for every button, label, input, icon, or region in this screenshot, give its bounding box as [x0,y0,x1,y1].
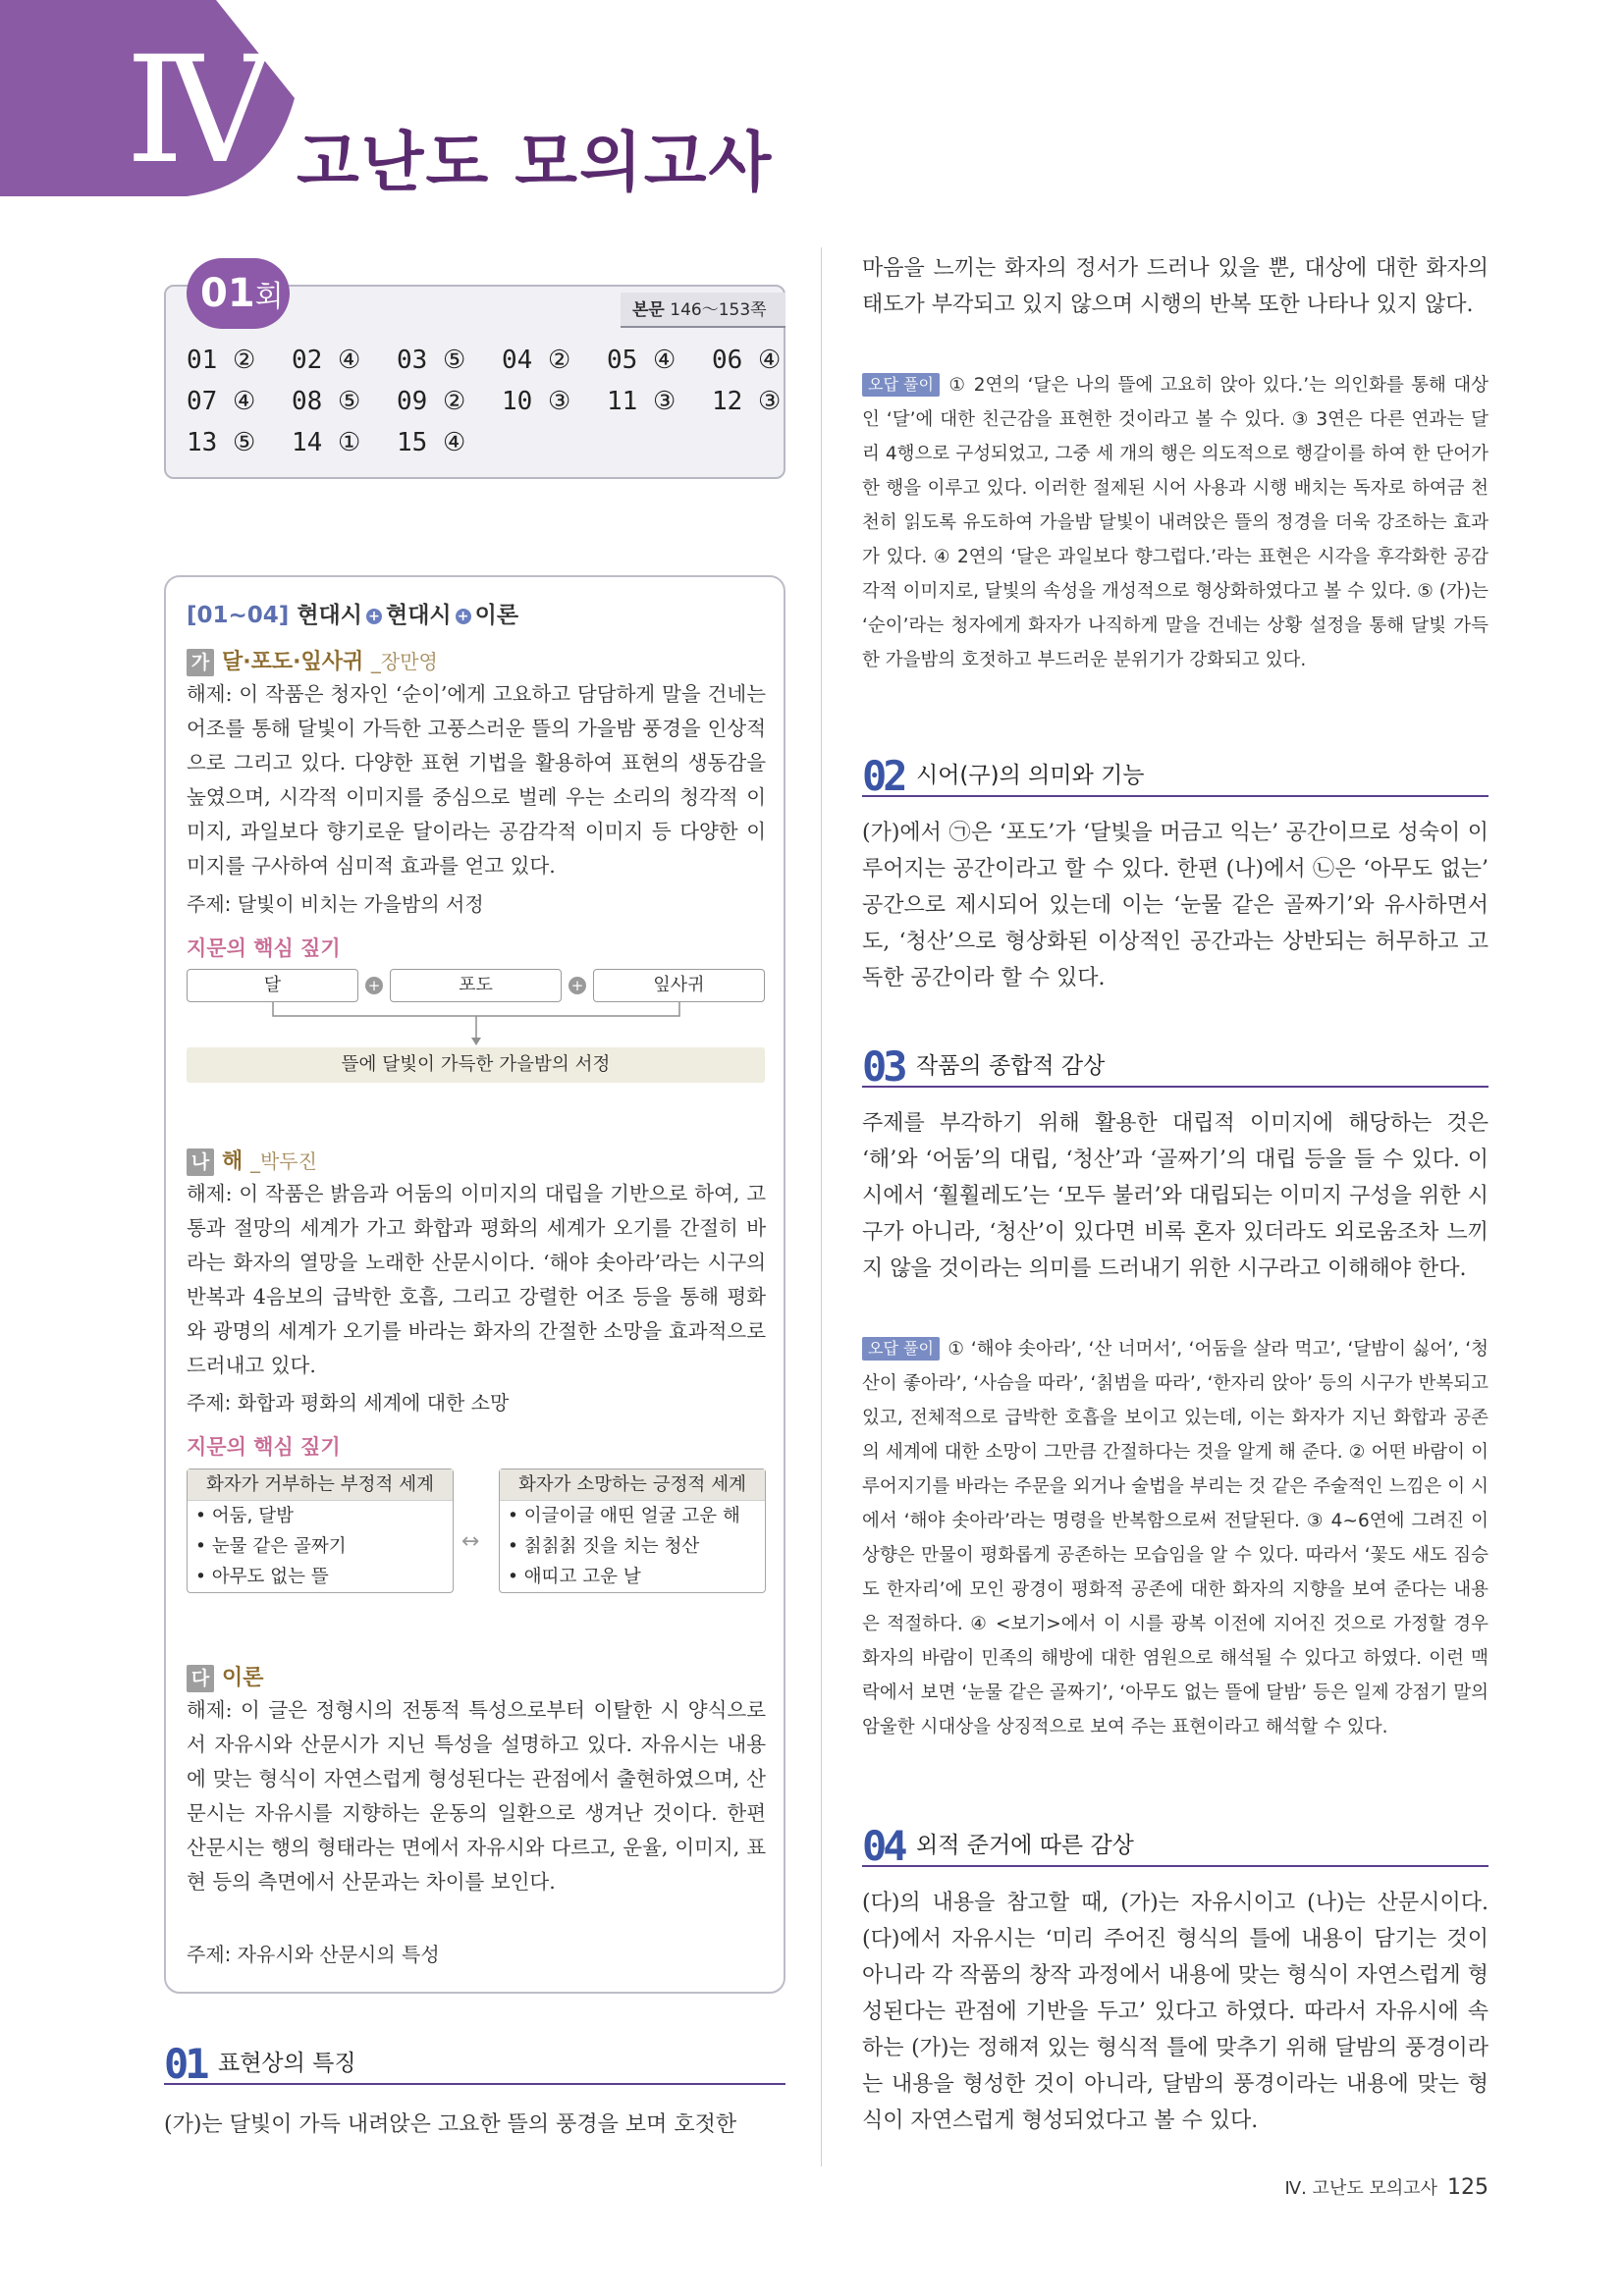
passage-na-heading: 나 해 _박두진 [187,1145,317,1176]
answer-item: 15 ④ [397,428,466,457]
answer-item: 02 ④ [292,346,361,375]
section-03-header: 03 작품의 종합적 감상 [862,1037,1489,1088]
negative-world-table [187,1468,454,1593]
plus-icon: + [568,977,586,994]
key-point-label: 지문의 핵심 짚기 [187,1435,341,1459]
answer-item: 09 ② [397,387,466,416]
table-item: • 이글이글 애띤 얼굴 고운 해 [508,1506,740,1526]
negative-world-head: 화자가 거부하는 부정적 세계 [188,1469,453,1501]
chapter-title: 고난도 모의고사 [297,125,774,200]
plus-icon: + [456,609,471,624]
wrong-answer-tag: 오답 풀이 [862,1337,940,1361]
wrong-answer-explanation-03: 오답 풀이 ① ‘해야 솟아라’, ‘산 너머서’, ‘어둠을 살라 먹고’, ‘달밤이 싫어’, ‘청산이 좋아라’, ‘사슴을 따라’, ‘칡범을 따라’, ‘한자리 앉아’ 등의 시구가 반복되고 있고, 전체적으로 급박한 호흡을 보이고 있는데, 이는 화자가 지닌 화합과 공존의 세계에 대한 소망이 그만큼 간절하다는 것을 알게 해 준다. ② 어떤 바람이 이루어지기를 바라는 주문을 외거나 술법을 부리는 것 같은 주술적인 느낌은 이 시에서 ‘해야 솟아라’라는 명령을 반복함으로써 전달된다. ③ 4~6연에 그려진 이상향은 만물이 평화롭게 공존하는 모습임을 알 수 있다. 따라서 ‘꽃도 새도 짐승도 한자리’에 모인 광경이 평화적 공존에 대한 화자의 지향을 보여 준다는 내용은 적절하다. ④ <보기>에서 이 시를 광복 이전에 지어진 것으로 가정할 경우 화자의 바람이 민족의 해방에 대한 염원으로 해석될 수 있다고 하였다. 이런 맥락에서 보면 ‘눈물 같은 골짜기’, ‘아무도 없는 뜰에 달밤’ 등은 일제 강점기 말의 암울한 시대상을 상징적으로 보여 주는 표현이라고 해석할 수 있다. [862,1339,1489,1737]
flow-box-grape: 포도 [390,969,562,1002]
answer-item: 14 ① [292,428,361,457]
passage-na-commentary: 해제: 이 작품은 밝음과 어둠의 이미지의 대립을 기반으로 하여, 고통과 절망의 세계가 가고 화합과 평화의 세계가 오기를 간절히 바라는 화자의 열망을 노래한 산문시이다. ‘해야 솟아라’라는 시구의 반복과 4음보의 급박한 호흡, 그리고 강렬한 어조 등을 통해 평화와 광명의 세계가 오기를 바라는 화자의 간절한 소망을 효과적으로 드러내고 있다. [187,1182,766,1377]
section-01-header: 01 표현상의 특징 [164,2034,785,2085]
answer-item: 01 ② [187,346,256,375]
page-number: 125 [1447,2175,1489,2200]
answer-item: 12 ③ [712,387,782,416]
passage-ga-heading: 가 달·포도·잎사귀 _장만영 [187,645,438,676]
section-03-text: 주제를 부각하기 위해 활용한 대립적 이미지에 해당하는 것은 ‘해’와 ‘어둠’의 대립, ‘청산’과 ‘골짜기’의 대립 등을 들 수 있다. 이 시에서 ‘훨훨레도’는 ‘모두 불러’와 대립되는 이미지 구성을 위한 시구가 아니라, ‘청산’이 있다면 비록 혼자 있더라도 외로움조차 느끼지 않을 것이라는 의미를 드러내기 위한 시구라고 이해해야 한다. [862,1111,1489,1281]
positive-world-head: 화자가 소망하는 긍정적 세계 [500,1469,765,1501]
section-01-continued: 마음을 느끼는 화자의 정서가 드러나 있을 뿐, 대상에 대한 화자의 태도가 부각되고 있지 않으며 시행의 반복 또한 나타나 있지 않다. [862,256,1489,317]
wrong-answer-explanation-01: 오답 풀이 ① 2연의 ‘달은 나의 뜰에 고요히 앉아 있다.’는 의인화를 통해 대상인 ‘달’에 대한 친근감을 표현한 것이라고 볼 수 있다. ③ 3연은 다른 연과는 달리 4행으로 구성되었고, 그중 세 개의 행은 의도적으로 행갈이를 하여 한 단어가 한 행을 이루고 있다. 이러한 절제된 시어 사용과 시행 배치는 독자로 하여금 천천히 읽도록 유도하여 가을밤 달빛이 내려앉은 뜰의 정경을 더욱 강조하는 효과가 있다. ④ 2연의 ‘달은 과일보다 향그럽다.’라는 표현은 시각을 후각화한 공감각적 이미지로, 달빛의 속성을 개성적으로 형상화하였다고 볼 수 있다. ⑤ (가)는 ‘순이’라는 청자에게 화자가 나직하게 말을 건네는 상황 설정을 통해 달빛 가득한 가을밤의 호젓하고 부드러운 분위기가 강화되고 있다. [862,375,1489,670]
answer-item: 06 ④ [712,346,782,375]
section-04-text: (다)의 내용을 참고할 때, (가)는 자유시이고 (나)는 산문시이다. (다)에서 자유시는 ‘미리 주어진 형식의 틀에 내용이 담기는 것이 아니라 각 작품의 창작 과정에서 내용에 맞는 형식이 자연스럽게 형성된다는 관점에 기반을 두고’ 있다고 하였다. 따라서 자유시에 속하는 (가)는 정해져 있는 형식적 틀에 맞추기 위해 달밤의 풍경이라는 내용을 형성한 것이 아니라, 달밤의 풍경이라는 내용에 맞는 형식이 자연스럽게 형성되었다고 볼 수 있다. [862,1891,1489,2133]
plus-icon: + [366,609,382,624]
table-item: • 아무도 없는 뜰 [195,1567,329,1587]
section-01-text: (가)는 달빛이 가득 내려앉은 고요한 뜰의 풍경을 보며 호젓한 [164,2112,737,2137]
answer-item: 07 ④ [187,387,256,416]
answer-item: 04 ② [502,346,571,375]
double-arrow-icon: ↔ [461,1529,480,1554]
footer-chapter-label: Ⅳ. 고난도 모의고사 [1284,2178,1437,2199]
page-reference: 본문 146～153쪽 [621,293,785,328]
section-02-text: (가)에서 ㉠은 ‘포도’가 ‘달빛을 머금고 익는’ 공간이므로 성숙이 이루어지는 공간이라고 할 수 있다. 한편 (나)에서 ㉡은 ‘아무도 없는’ 공간으로 제시되어 있는데 이는 ‘눈물 같은 골짜기’와 유사하면서도, ‘청산’으로 형상화된 이상적인 공간과는 상반되는 허무하고 고독한 공간이라 할 수 있다. [862,821,1489,990]
passage-ga-commentary: 해제: 이 작품은 청자인 ‘순이’에게 고요하고 담담하게 말을 건네는 어조를 통해 달빛이 가득한 고풍스러운 뜰의 가을밤 풍경을 인상적으로 그리고 있다. 다양한 표현 기법을 활용하여 표현의 생동감을 높였으며, 시각적 이미지를 중심으로 벌레 우는 소리의 청각적 이미지, 과일보다 향기로운 달이라는 공감각적 이미지 등 다양한 이미지를 구사하여 심미적 효과를 얻고 있다. [187,682,766,878]
section-04-header: 04 외적 준거에 따른 감상 [862,1816,1489,1867]
answer-item: 13 ⑤ [187,428,256,457]
wrong-answer-tag: 오답 풀이 [862,373,940,397]
flow-connector [187,1002,766,1047]
passage-ga-theme: 주제: 달빛이 비치는 가을밤의 서정 [187,892,484,916]
passage-da-theme: 주제: 자유시와 산문시의 특성 [187,1943,440,1966]
flow-box-moon: 달 [187,969,358,1002]
table-item: • 칡칡칡 짓을 치는 청산 [508,1536,700,1557]
passage-na-theme: 주제: 화합과 평화의 세계에 대한 소망 [187,1391,510,1415]
chapter-roman-numeral: Ⅳ [126,26,259,196]
answer-item: 08 ⑤ [292,387,361,416]
answer-item: 05 ④ [607,346,677,375]
flow-box-leaf: 잎사귀 [593,969,765,1002]
flow-result: 뜰에 달빛이 가득한 가을밤의 서정 [187,1047,765,1083]
section-02-header: 02 시어(구)의 의미와 기능 [862,746,1489,797]
positive-world-table [499,1468,766,1593]
key-point-label: 지문의 핵심 짚기 [187,936,341,960]
table-item: • 어둠, 달밤 [195,1506,295,1526]
passage-da-commentary: 해제: 이 글은 정형시의 전통적 특성으로부터 이탈한 시 양식으로서 자유시와 산문시가 지닌 특성을 설명하고 있다. 자유시는 내용에 맞는 형식이 자연스럽게 형성된다는 관점에서 출현하였으며, 산문시는 자유시를 지향하는 운동의 일환으로 생겨난 것이다. 한편 산문시는 행의 형태라는 면에서 자유시와 다르고, 운율, 이미지, 표현 등의 측면에서 산문과는 차이를 보인다. [187,1698,766,1894]
column-divider [821,247,822,2166]
page-footer [1285,2174,1489,2200]
answer-item: 03 ⑤ [397,346,466,375]
card-heading: [01~04] 현대시 + 현대시 + 이론 [187,603,519,628]
answer-item: 10 ③ [502,387,571,416]
passage-da-heading: 다 이론 [187,1661,264,1692]
round-badge: 01회 [187,258,290,329]
plus-icon: + [365,977,383,994]
answer-item: 11 ③ [607,387,677,416]
table-item: • 눈물 같은 골짜기 [195,1536,347,1557]
table-item: • 애띠고 고운 날 [508,1567,641,1587]
